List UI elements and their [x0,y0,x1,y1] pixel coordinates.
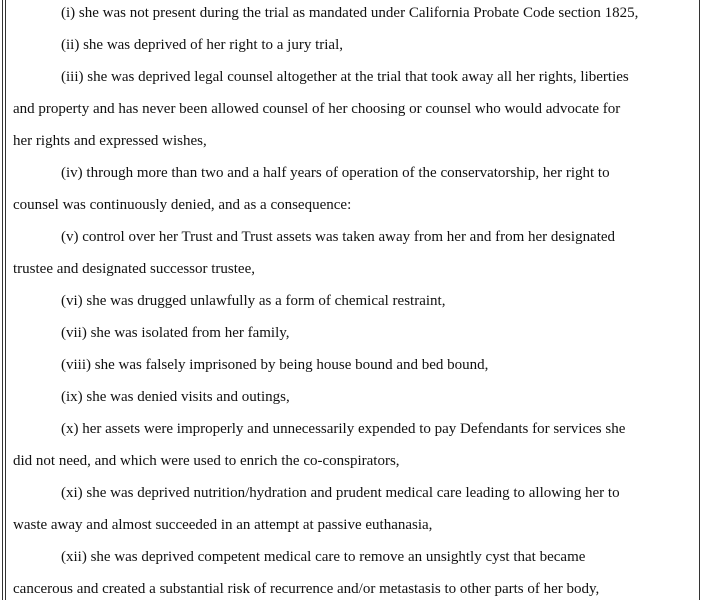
text-line: (xi) she was deprived nutrition/hydration and prudent medical care leading to allowing her to [61,485,620,501]
text-line: and property and has never been allowed counsel of her choosing or counsel who would advocate for [13,101,621,117]
text-line: (viii) she was falsely imprisoned by being house bound and bed bound, [61,357,489,373]
text-line: (i) she was not present during the trial as mandated under California Probate Code section 1825, [61,5,639,21]
text-line: (vi) she was drugged unlawfully as a form of chemical restraint, [61,293,446,309]
text-line: counsel was continuously denied, and as a consequence: [13,197,352,213]
text-line: waste away and almost succeeded in an attempt at passive euthanasia, [13,517,433,533]
text-line: (iii) she was deprived legal counsel altogether at the trial that took away all her rights, liberties [61,69,629,85]
text-line: her rights and expressed wishes, [13,133,207,149]
text-line: (ii) she was deprived of her right to a jury trial, [61,37,343,53]
text-line: (v) control over her Trust and Trust assets was taken away from her and from her designated [61,229,616,245]
text-line: (vii) she was isolated from her family, [61,325,290,341]
text-line: trustee and designated successor trustee, [13,261,255,277]
text-line: (ix) she was denied visits and outings, [61,389,290,405]
text-line: (x) her assets were improperly and unnecessarily expended to pay Defendants for services she [61,421,626,437]
text-line: did not need, and which were used to enrich the co-conspirators, [13,453,400,469]
text-line: cancerous and created a substantial risk of recurrence and/or metastasis to other parts of her body, [13,581,600,597]
text-line: (iv) through more than two and a half years of operation of the conservatorship, her right to [61,165,610,181]
text-line: (xii) she was deprived competent medical care to remove an unsightly cyst that became [61,549,586,565]
